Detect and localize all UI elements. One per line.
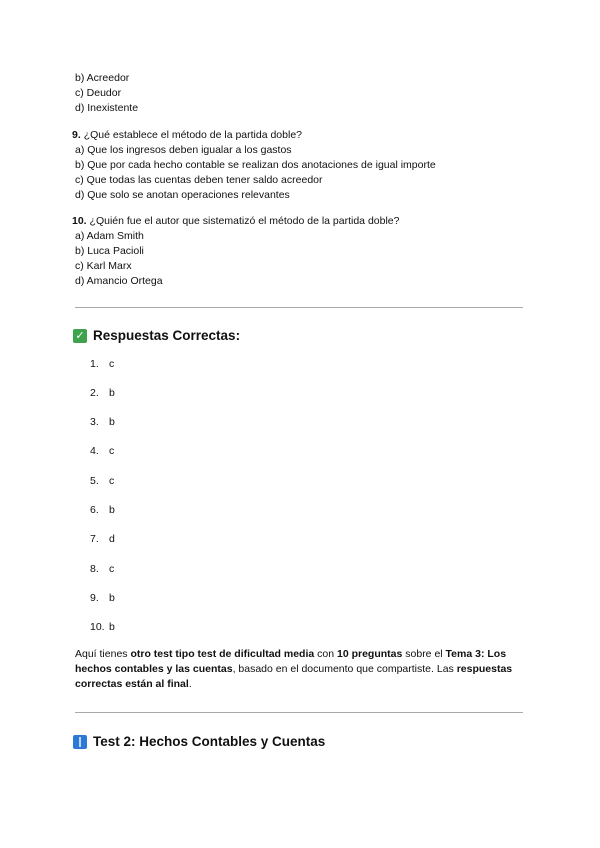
test2-heading <box>73 734 325 749</box>
intro-paragraph: Aquí tienes otro test tipo test de dificultad media con 10 preguntas sobre el Tema 3: Los hechos contables y las cuentas, basado en el documento que compartiste. Las respuestas correctas están al final. <box>75 648 513 690</box>
answer-item: 10. b <box>90 621 115 633</box>
test2-heading-text: Test 2: Hechos Contables y Cuentas <box>93 734 326 749</box>
answers-heading <box>73 328 240 343</box>
answer-item: 1. c <box>90 358 115 370</box>
answer-item: 8. c <box>90 563 115 575</box>
question-number: 10. <box>72 215 87 227</box>
answer-item: 5. c <box>90 475 115 487</box>
question-text: ¿Qué establece el método de la partida doble? <box>83 129 302 141</box>
answer-item: 6. b <box>90 504 115 516</box>
q9-option-c: c) Que todas las cuentas deben tener saldo acreedor <box>75 174 323 186</box>
q9-option-d: d) Que solo se anotan operaciones relevantes <box>75 189 290 201</box>
answer-item: 4. c <box>90 445 115 457</box>
check-mark-icon: ✓ <box>73 329 87 343</box>
option-d: d) Inexistente <box>75 102 139 114</box>
answer-item: 7. d <box>90 533 115 545</box>
answer-item: 3. b <box>90 416 115 428</box>
question-number: 9. <box>72 129 81 141</box>
option-b: b) Acreedor <box>75 72 130 84</box>
q10-option-d: d) Amancio Ortega <box>75 275 163 287</box>
answers-heading-text: Respuestas Correctas: <box>93 328 241 343</box>
q10-option-a: a) Adam Smith <box>75 230 144 242</box>
option-c: c) Deudor <box>75 87 122 99</box>
question-9 <box>72 129 302 142</box>
q10-option-b: b) Luca Pacioli <box>75 245 144 257</box>
book-icon <box>73 735 87 749</box>
q10-option-c: c) Karl Marx <box>75 260 132 272</box>
divider <box>75 712 523 713</box>
question-text: ¿Quién fue el autor que sistematizó el método de la partida doble? <box>89 215 400 227</box>
q9-option-a: a) Que los ingresos deben igualar a los gastos <box>75 144 292 156</box>
answer-item: 2. b <box>90 387 115 399</box>
question-10 <box>72 215 399 228</box>
answer-item: 9. b <box>90 592 115 604</box>
divider <box>75 307 523 308</box>
q9-option-b: b) Que por cada hecho contable se realizan dos anotaciones de igual importe <box>75 159 436 171</box>
